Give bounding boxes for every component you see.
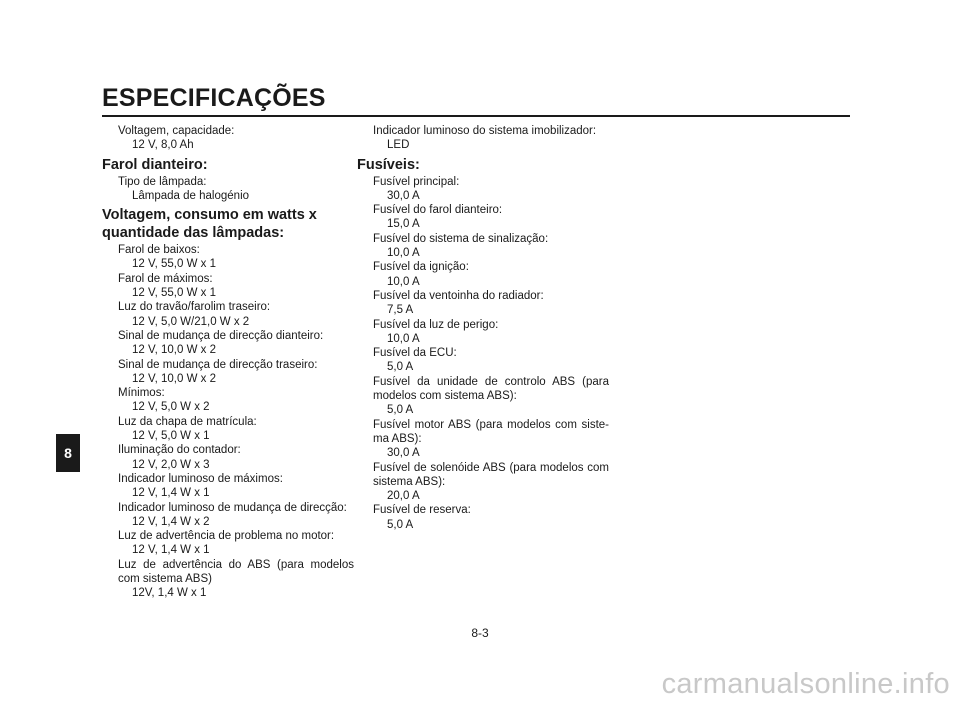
fuse-label: Fusível de solenóide ABS (para modelos com sistema ABS): [373,461,609,488]
spec-value: 12 V, 5,0 W x 1 [132,430,210,443]
immobilizer-label: Indicador luminoso do sistema imobilizador: [373,125,597,137]
fuse-item [357,346,609,375]
fuse-label: Fusível da ECU: [373,347,457,360]
fuse-value: 10,0 A [387,247,420,260]
spec-item [102,300,354,329]
bulb-type-value: Lâmpada de halogénio [132,189,250,202]
fuse-value: 20,0 A [387,490,420,503]
spec-label: Luz de advertência de problema no motor: [118,530,335,543]
spec-label: Iluminação do contador: [118,444,241,457]
spec-label: Luz de advertência do ABS (para modelos com sistema ABS) [118,558,354,586]
headlight-heading: Farol dianteiro: [102,156,208,173]
fuse-label: Fusível do sistema de sinalização: [373,232,549,245]
spec-label: Sinal de mudança de direcção traseiro: [118,358,318,371]
spec-label: Mínimos: [118,387,165,400]
spec-item [102,529,354,558]
fuse-label: Fusível do farol dianteiro: [373,204,503,217]
fuse-item [357,503,609,532]
spec-value: 12 V, 2,0 W x 3 [132,458,210,471]
spec-value: 12 V, 5,0 W/21,0 W x 2 [132,315,250,328]
spec-label: Indicador luminoso de máximos: [118,472,283,485]
chapter-tab: 8 [56,434,80,472]
spec-item [102,443,354,472]
fuse-label: Fusível de reserva: [373,504,471,517]
fuse-value: 30,0 A [387,447,420,460]
spec-label: Farol de baixos: [118,244,200,257]
bulbs-heading-line-1: Voltagem, consumo em watts x [102,207,317,224]
fuse-value: 10,0 A [387,275,420,288]
fuse-value: 5,0 A [387,404,414,417]
fuse-label: Fusível principal: [373,175,460,188]
fuse-label: Fusível da unidade de controlo ABS (para modelos com sistema ABS): [373,375,609,403]
fuse-value: 7,5 A [387,304,414,317]
watermark: carmanualsonline.info [661,668,950,700]
fuse-label: Fusível motor ABS (para modelos com siste-ma ABS): [373,418,609,445]
fuse-label: Fusível da ventoinha do radiador: [373,289,544,302]
spec-value: 12 V, 10,0 W x 2 [132,372,216,385]
spec-value: 12 V, 1,4 W x 1 [132,487,210,500]
spec-item [102,358,354,387]
bulb-type-label: Tipo de lâmpada: [118,175,207,188]
fuse-item [357,203,609,232]
immobilizer-value: LED [387,139,410,152]
spec-value: 12 V, 10,0 W x 2 [132,344,216,357]
spec-value: 12 V, 5,0 W x 2 [132,401,210,414]
bulbs-heading [102,206,354,242]
fuse-value: 30,0 A [387,189,420,202]
spec-value: 12 V, 1,4 W x 1 [132,544,210,557]
right-column [357,124,609,532]
spec-value: 12 V, 55,0 W x 1 [132,258,216,271]
fuse-label: Fusível da luz de perigo: [373,318,499,331]
spec-value: 12 V, 1,4 W x 2 [132,515,210,528]
spec-item [102,558,354,601]
bulbs-heading-line-2: quantidade das lâmpadas: [102,225,285,242]
spec-label: Luz da chapa de matrícula: [118,415,257,428]
title-divider [102,115,850,117]
fuse-item [357,260,609,289]
left-column [102,124,354,601]
spec-value: 12 V, 55,0 W x 1 [132,287,216,300]
fuse-item [357,175,609,204]
fuse-value: 5,0 A [387,361,414,374]
spec-label: Indicador luminoso de mudança de direcção: [118,501,347,514]
spec-item [102,501,354,530]
fuses-heading: Fusíveis: [357,156,420,173]
spec-item [102,272,354,301]
spec-item [102,329,354,358]
fuse-value: 5,0 A [387,518,414,531]
spec-label: Luz do travão/farolim traseiro: [118,301,271,314]
spec-label: Farol de máximos: [118,272,213,285]
fuse-item [357,318,609,347]
fuse-item [357,418,609,461]
fuse-value: 15,0 A [387,218,420,231]
battery-value: 12 V, 8,0 Ah [132,139,194,152]
fuse-item [357,375,609,418]
fuse-value: 10,0 A [387,332,420,345]
fuse-label: Fusível da ignição: [373,261,469,274]
page-number: 8-3 [471,626,489,640]
battery-label: Voltagem, capacidade: [118,125,235,137]
fuse-item [357,461,609,504]
spec-item [102,386,354,415]
spec-item [102,472,354,501]
fuse-item [357,289,609,318]
spec-value: 12V, 1,4 W x 1 [132,587,207,600]
page-title: ESPECIFICAÇÕES [102,84,326,112]
spec-item [102,243,354,272]
spec-label: Sinal de mudança de direcção dianteiro: [118,329,324,342]
spec-item [102,415,354,444]
fuse-item [357,232,609,261]
